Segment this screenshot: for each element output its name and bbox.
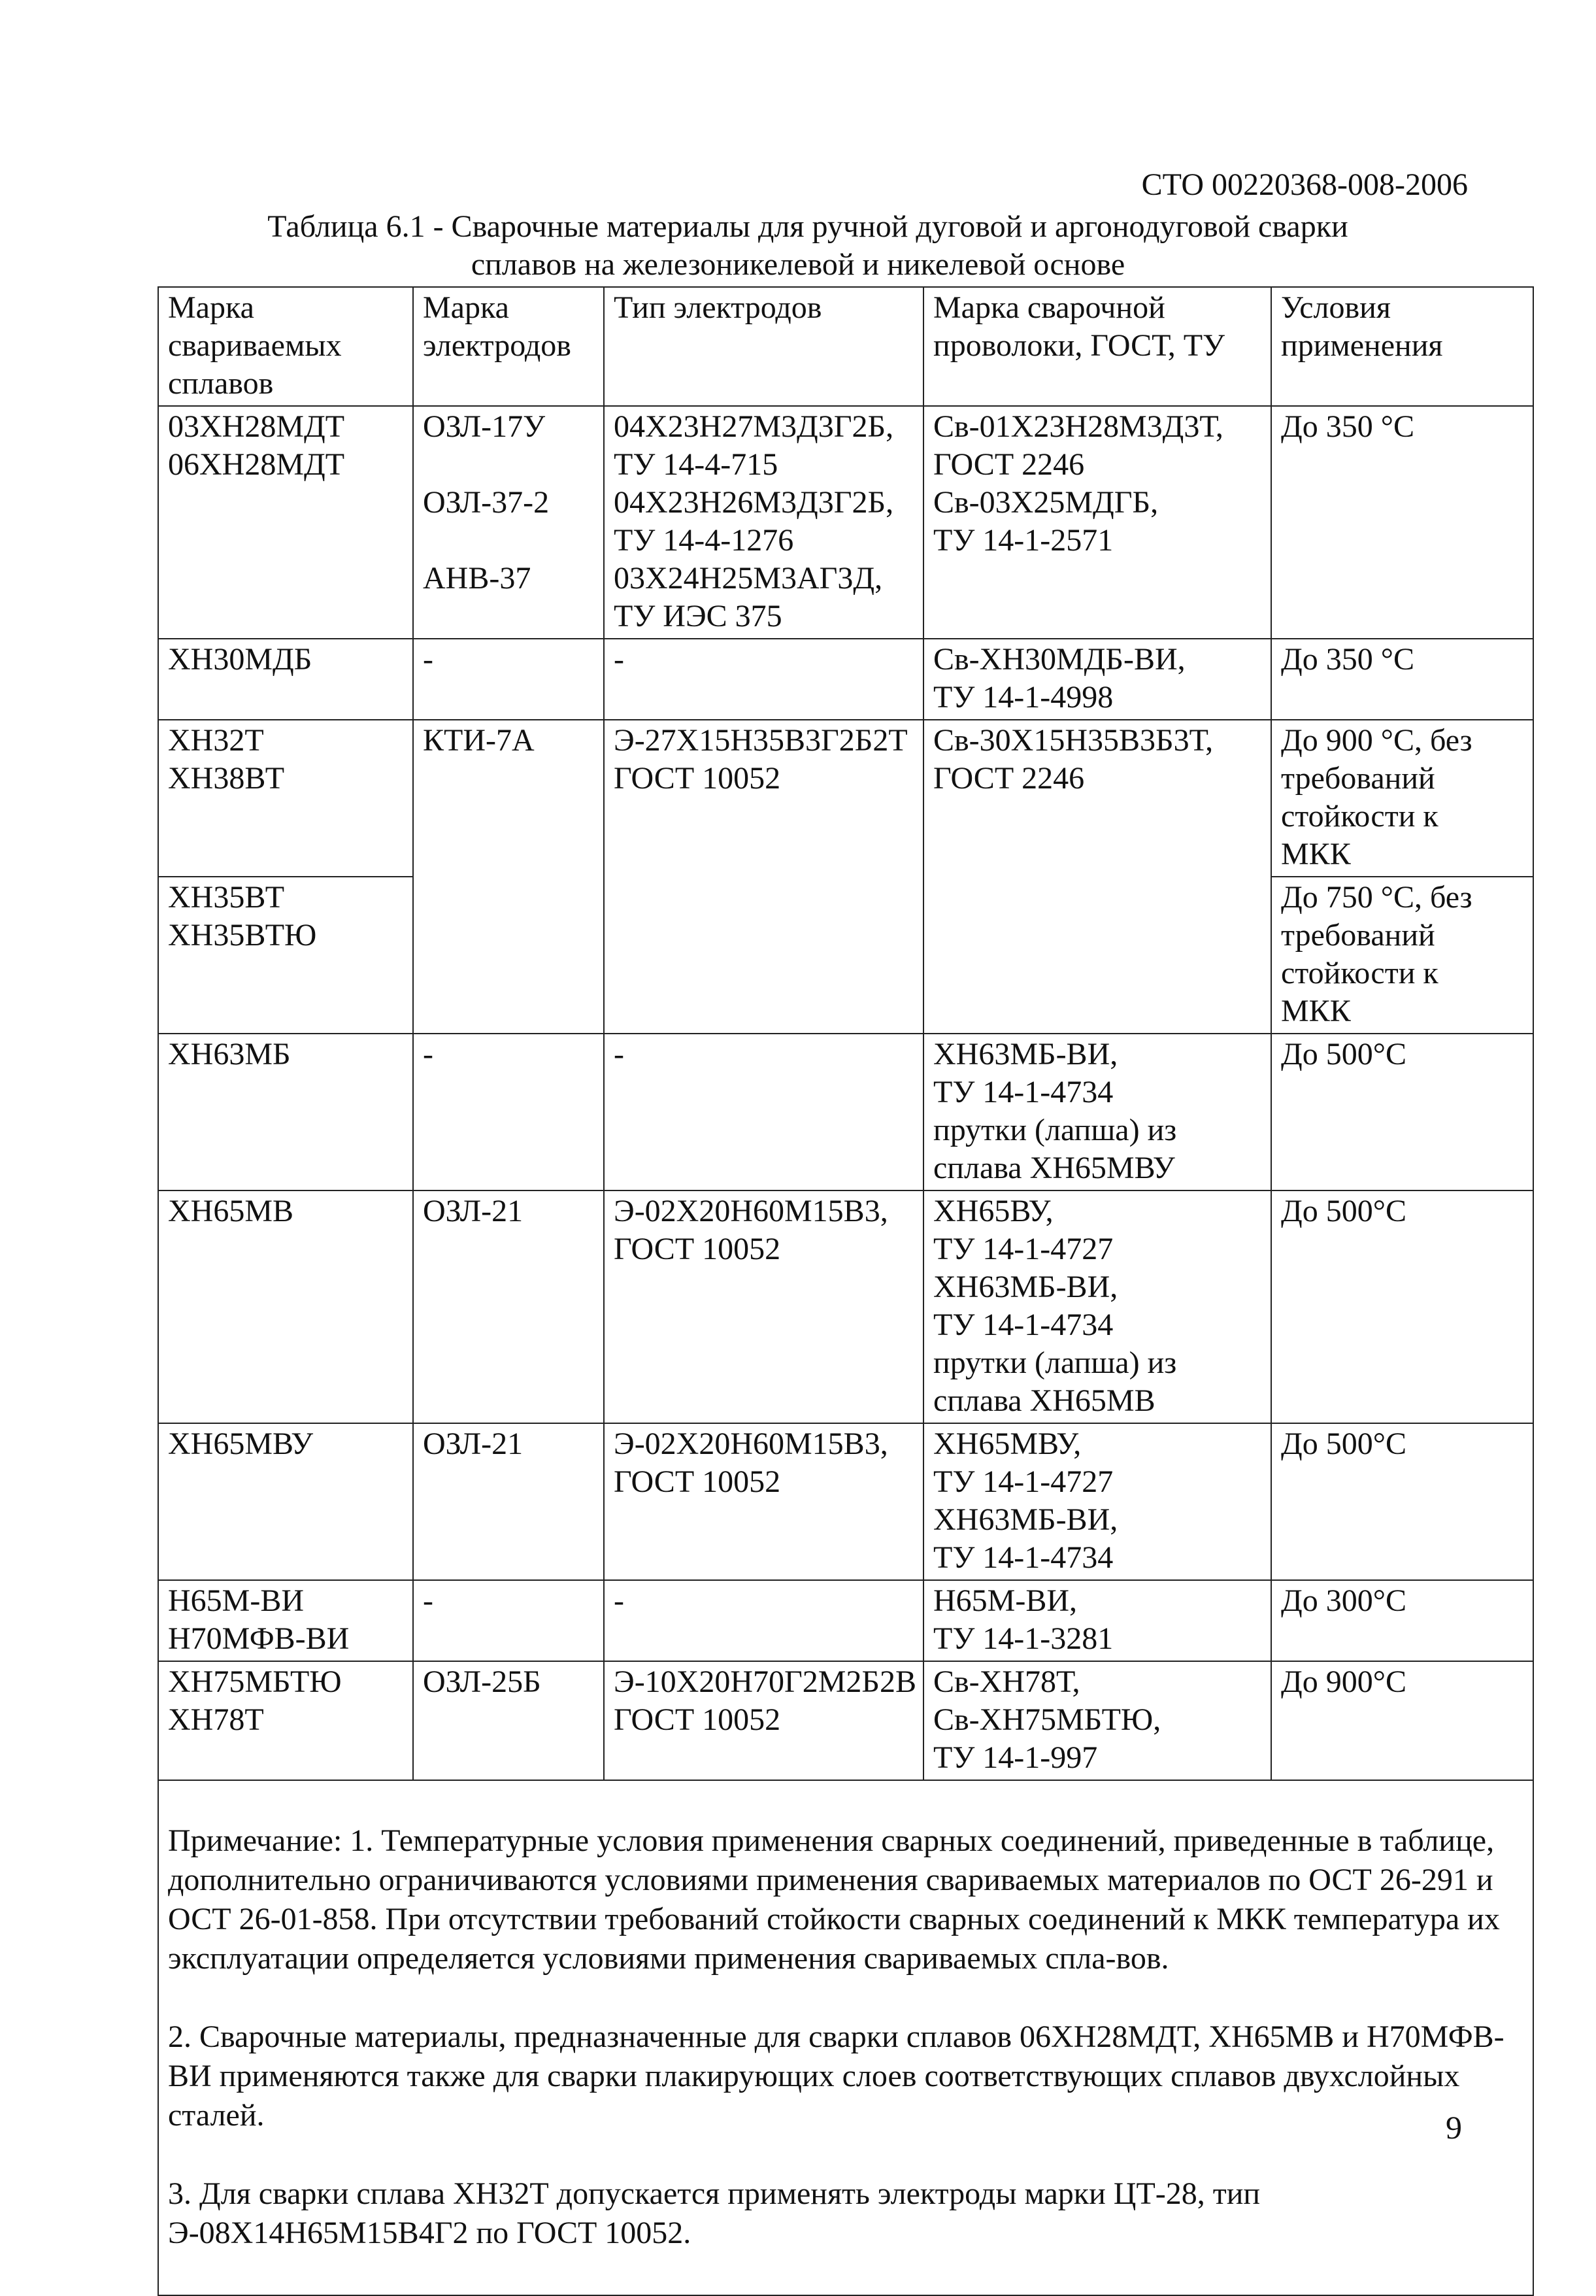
cell-electrode-type: - <box>604 1034 923 1190</box>
cell-alloy: ХН63МБ <box>158 1034 413 1190</box>
header-wire-grade: Марка сварочной проволоки, ГОСТ, ТУ <box>923 287 1271 406</box>
table-row <box>158 720 1533 877</box>
cell-electrode-grade: ОЗЛ-17У ОЗЛ-37-2 АНВ-37 <box>413 406 604 639</box>
table-row <box>158 1580 1533 1661</box>
header-electrode-type: Тип электродов <box>604 287 923 406</box>
table-row <box>158 406 1533 639</box>
cell-conditions: До 900 °С, без требований стойкости к МКК <box>1271 720 1533 877</box>
cell-alloy: ХН75МБТЮ ХН78Т <box>158 1661 413 1780</box>
table-row <box>158 1034 1533 1190</box>
cell-electrode-grade: ОЗЛ-21 <box>413 1423 604 1580</box>
cell-electrode-type: 04Х23Н27М3Д3Г2Б, ТУ 14-4-715 04Х23Н26М3Д3Г2Б, ТУ 14-4-1276 03Х24Н25М3АГ3Д, ТУ ИЭС 375 <box>604 406 923 639</box>
cell-alloy: ХН65МВ <box>158 1190 413 1423</box>
table-row <box>158 1661 1533 1780</box>
cell-alloy: 03ХН28МДТ 06ХН28МДТ <box>158 406 413 639</box>
cell-conditions: До 900°С <box>1271 1661 1533 1780</box>
table-row <box>158 1423 1533 1580</box>
cell-wire: ХН65ВУ, ТУ 14-1-4727 ХН63МБ-ВИ, ТУ 14-1-4734 прутки (лапша) из сплава ХН65МВ <box>923 1190 1271 1423</box>
document-code: СТО 00220368-008-2006 <box>1141 167 1468 202</box>
cell-alloy: ХН30МДБ <box>158 639 413 720</box>
cell-wire: Св-ХН30МДБ-ВИ, ТУ 14-1-4998 <box>923 639 1271 720</box>
note-2: 2. Сварочные материалы, предназначенные для сварки сплавов 06ХН28МДТ, ХН65МВ и Н70МФВ-ВИ применяются также для сварки плакирующих слоев соответствующих сплавов двухслойных сталей. <box>168 2019 1505 2133</box>
note-1: Примечание: 1. Температурные условия применения сварных соединений, приведенные в таблице, дополнительно ограничиваются условиями применения свариваемых материалов по ОСТ 26-291 и ОСТ 26-01-858. При отсутствии требований стойкости сварных соединений к МКК температура их эксплуатации определяется условиями применения свариваемых спла-вов. <box>168 1823 1500 1976</box>
cell-electrode-type: Э-27Х15Н35В3Г2Б2Т ГОСТ 10052 <box>604 720 923 1034</box>
cell-conditions: До 300°С <box>1271 1580 1533 1661</box>
page-number: 9 <box>1446 2109 1462 2146</box>
header-conditions: Условия применения <box>1271 287 1533 406</box>
cell-electrode-type: Э-02Х20Н60М15В3, ГОСТ 10052 <box>604 1190 923 1423</box>
notes-row <box>158 1780 1533 2295</box>
cell-electrode-grade: - <box>413 1034 604 1190</box>
cell-alloy: ХН32Т ХН38ВТ <box>158 720 413 877</box>
cell-electrode-grade: - <box>413 639 604 720</box>
cell-wire: Св-ХН78Т, Св-ХН75МБТЮ, ТУ 14-1-997 <box>923 1661 1271 1780</box>
cell-conditions: До 750 °С, без требований стойкости к МКК <box>1271 877 1533 1034</box>
cell-conditions: До 350 °С <box>1271 406 1533 639</box>
cell-wire: Св-01Х23Н28М3Д3Т, ГОСТ 2246 Св-03Х25МДГБ, ТУ 14-1-2571 <box>923 406 1271 639</box>
table-row <box>158 1190 1533 1423</box>
cell-electrode-grade: - <box>413 1580 604 1661</box>
cell-wire: Н65М-ВИ, ТУ 14-1-3281 <box>923 1580 1271 1661</box>
welding-materials-table <box>158 286 1534 2296</box>
cell-wire: ХН65МВУ, ТУ 14-1-4727 ХН63МБ-ВИ, ТУ 14-1-4734 <box>923 1423 1271 1580</box>
cell-alloy: ХН35ВТ ХН35ВТЮ <box>158 877 413 1034</box>
cell-electrode-grade: ОЗЛ-21 <box>413 1190 604 1423</box>
cell-conditions: До 500°С <box>1271 1190 1533 1423</box>
caption-line-1: Таблица 6.1 - Сварочные материалы для ручной дуговой и аргонодуговой сварки <box>267 209 1348 244</box>
cell-conditions: До 350 °С <box>1271 639 1533 720</box>
cell-conditions: До 500°С <box>1271 1423 1533 1580</box>
cell-electrode-grade: КТИ-7А <box>413 720 604 1034</box>
notes-cell <box>158 1780 1533 2295</box>
cell-electrode-grade: ОЗЛ-25Б <box>413 1661 604 1780</box>
table-caption <box>0 208 1596 284</box>
note-3: 3. Для сварки сплава ХН32Т допускается применять электроды марки ЦТ-28, тип Э-08Х14Н65М15В4Г2 по ГОСТ 10052. <box>168 2176 1261 2250</box>
table-row <box>158 639 1533 720</box>
caption-line-2: сплавов на железоникелевой и никелевой основе <box>471 247 1125 282</box>
cell-electrode-type: Э-02Х20Н60М15В3, ГОСТ 10052 <box>604 1423 923 1580</box>
header-electrode-grade: Марка электродов <box>413 287 604 406</box>
cell-alloy: Н65М-ВИ Н70МФВ-ВИ <box>158 1580 413 1661</box>
cell-wire: ХН63МБ-ВИ, ТУ 14-1-4734 прутки (лапша) из сплава ХН65МВУ <box>923 1034 1271 1190</box>
cell-wire: Св-30Х15Н35В3Б3Т, ГОСТ 2246 <box>923 720 1271 1034</box>
header-alloy-grade: Марка свариваемых сплавов <box>158 287 413 406</box>
table-header-row <box>158 287 1533 406</box>
cell-electrode-type: Э-10Х20Н70Г2М2Б2В ГОСТ 10052 <box>604 1661 923 1780</box>
cell-alloy: ХН65МВУ <box>158 1423 413 1580</box>
cell-conditions: До 500°С <box>1271 1034 1533 1190</box>
cell-electrode-type: - <box>604 639 923 720</box>
cell-electrode-type: - <box>604 1580 923 1661</box>
